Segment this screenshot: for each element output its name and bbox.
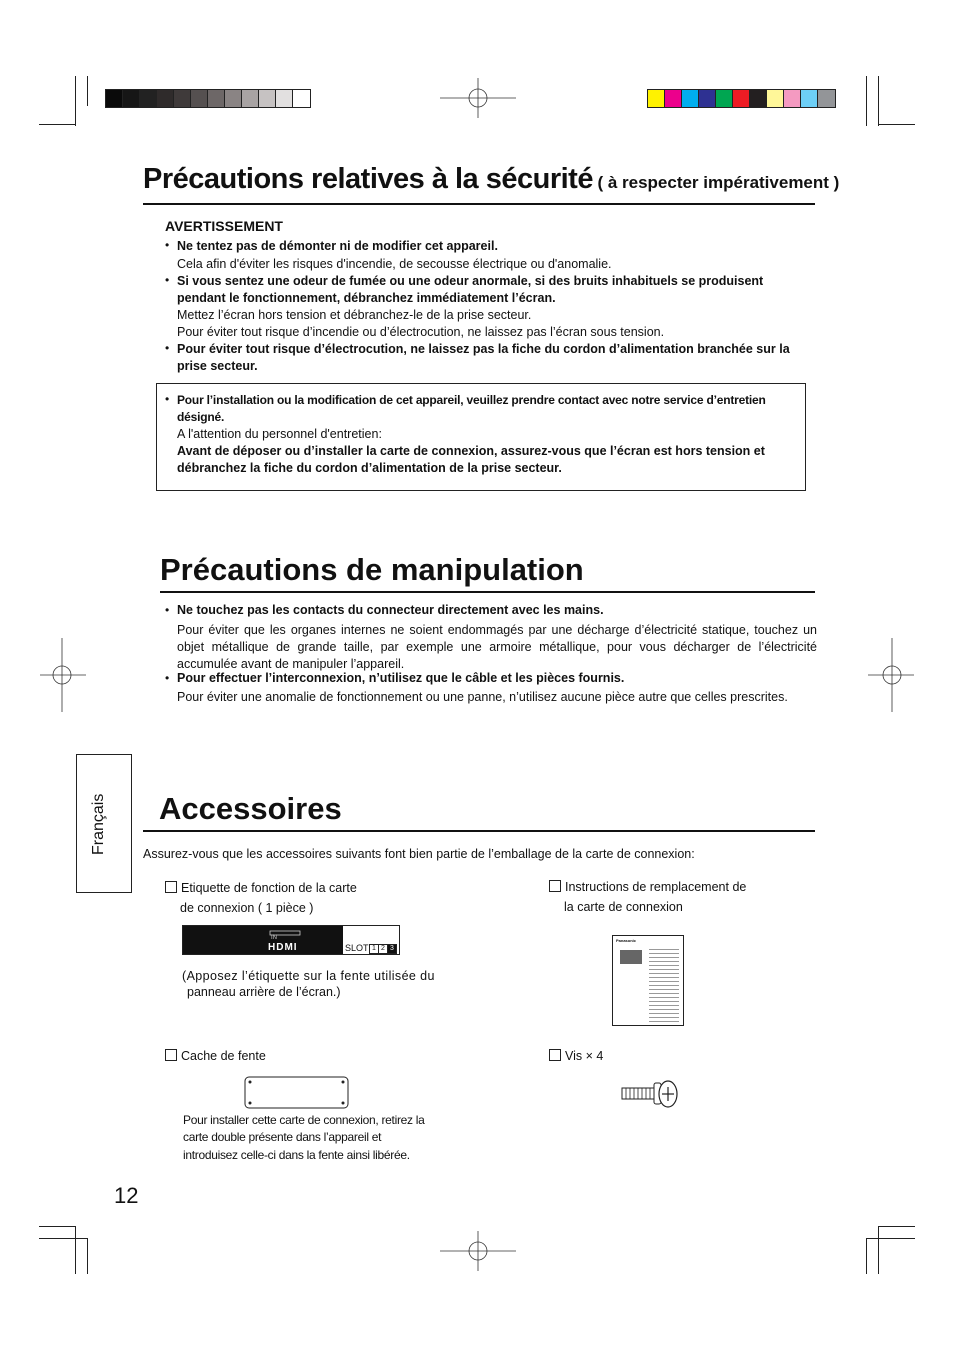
slot-number-1: 1 bbox=[369, 944, 379, 954]
handling-title: Précautions de manipulation bbox=[160, 552, 584, 587]
service-notice-bold2: Avant de déposer ou d’installer la carte de connexion, assurez-vous que l’écran est hors tension et débranchez la fiche du cordon d’alimentation de la prise secteur. bbox=[177, 444, 765, 475]
safety-item-1-bold: Ne tentez pas de démonter ni de modifier cet appareil. bbox=[177, 239, 498, 253]
bullet-6: • bbox=[165, 671, 170, 685]
gray-swatch-9 bbox=[242, 90, 259, 107]
gray-swatch-4 bbox=[157, 90, 174, 107]
crop-mark-tl bbox=[75, 76, 76, 126]
safety-item-3-bold: Pour éviter tout risque d’électrocution, ne laissez pas la fiche du cordon d’alimentation branchée sur la prise secteur. bbox=[177, 342, 790, 373]
gray-swatch-8 bbox=[225, 90, 242, 107]
gray-swatch-10 bbox=[259, 90, 276, 107]
gray-swatch-2 bbox=[123, 90, 140, 107]
accessory-1-line1: Etiquette de fonction de la carte bbox=[181, 881, 357, 895]
gray-swatch-1 bbox=[106, 90, 123, 107]
service-notice-text: A l'attention du personnel d'entretien: bbox=[177, 427, 382, 441]
bullet-1: • bbox=[165, 238, 170, 252]
warning-heading: AVERTISSEMENT bbox=[165, 218, 283, 234]
accessory-2 bbox=[549, 879, 809, 896]
label-in-text: IN bbox=[271, 935, 277, 941]
accessory-4-line1: Vis × 4 bbox=[565, 1049, 604, 1063]
accessory-1 bbox=[165, 880, 485, 897]
handling-title-rule bbox=[160, 591, 815, 593]
registration-mark-right bbox=[868, 638, 914, 712]
handling-item-2-text: Pour éviter une anomalie de fonctionnement ou une panne, n’utilisez aucune pièce autre que celles prescrites. bbox=[177, 690, 788, 704]
color-swatch-9 bbox=[784, 90, 801, 107]
gray-swatch-6 bbox=[191, 90, 208, 107]
safety-item-2-bold: Si vous sentez une odeur de fumée ou une odeur anormale, si des bruits inhabituels se produisent pendant le fonctionnement, débranchez immédiatement l’écran. bbox=[177, 274, 764, 305]
accessory-1-line2: de connexion ( 1 pièce ) bbox=[180, 901, 314, 915]
crop-mark-bl-2 bbox=[87, 1238, 88, 1274]
crop-mark-br-2 bbox=[878, 1226, 879, 1274]
checkbox-icon bbox=[549, 880, 561, 892]
handling-item-1-bold: Ne touchez pas les contacts du connecteur directement avec les mains. bbox=[177, 603, 604, 617]
language-tab-label: Français bbox=[90, 793, 107, 855]
color-swatch-3 bbox=[682, 90, 699, 107]
crop-mark-tl-h bbox=[39, 124, 76, 125]
safety-title-row bbox=[143, 163, 839, 196]
gray-swatch-11 bbox=[276, 90, 293, 107]
crop-mark-br-h2 bbox=[866, 1238, 915, 1239]
color-swatch-1 bbox=[648, 90, 665, 107]
safety-item-2-text-2: Pour éviter tout risque d’incendie ou d’électrocution, ne laissez pas l’écran sous tension. bbox=[177, 325, 665, 339]
label-slot-text: SLOT bbox=[345, 943, 369, 953]
gray-calibration-bar bbox=[105, 89, 311, 108]
bullet-4: • bbox=[165, 392, 170, 406]
accessory-2-line2: la carte de connexion bbox=[564, 900, 683, 914]
accessory-2-line1: Instructions de remplacement de bbox=[565, 880, 747, 894]
accessory-3-note-1: Pour installer cette carte de connexion, retirez la bbox=[183, 1113, 425, 1127]
checkbox-icon bbox=[549, 1049, 561, 1061]
accessory-3-note-3: introduisez celle-ci dans la fente ainsi libérée. bbox=[183, 1148, 410, 1162]
color-swatch-2 bbox=[665, 90, 682, 107]
crop-mark-tl-2 bbox=[87, 76, 88, 106]
bullet-3: • bbox=[165, 341, 170, 355]
gray-swatch-7 bbox=[208, 90, 225, 107]
crop-mark-bl bbox=[75, 1226, 76, 1274]
safety-title: Précautions relatives à la sécurité bbox=[143, 163, 593, 195]
accessories-intro: Assurez-vous que les accessoires suivants font bien partie de l’emballage de la carte de connexion: bbox=[143, 847, 695, 861]
label-hdmi-text: HDMI bbox=[268, 942, 298, 953]
accessories-title-rule bbox=[143, 830, 815, 832]
color-calibration-bar bbox=[647, 89, 836, 108]
page-number: 12 bbox=[114, 1183, 139, 1208]
crop-mark-bl-h2 bbox=[39, 1238, 88, 1239]
slot-number-3: 3 bbox=[387, 944, 397, 954]
safety-item-1-text: Cela afin d'éviter les risques d'incendie, de secousse électrique ou d'anomalie. bbox=[177, 257, 612, 271]
bullet-2: • bbox=[165, 273, 170, 287]
color-swatch-8 bbox=[767, 90, 784, 107]
service-notice-bold: Pour l’installation ou la modification de cet appareil, veuillez prendre contact avec notre service d’entretien désigné. bbox=[177, 393, 766, 424]
instruction-booklet-illustration bbox=[612, 935, 684, 1026]
bullet-5: • bbox=[165, 603, 170, 617]
gray-swatch-3 bbox=[140, 90, 157, 107]
screw-icon bbox=[620, 1078, 680, 1110]
hdmi-connector-icon bbox=[269, 930, 309, 936]
booklet-brand: Panasonic bbox=[616, 938, 637, 943]
color-swatch-5 bbox=[716, 90, 733, 107]
accessory-1-note-2: panneau arrière de l’écran.) bbox=[187, 985, 341, 999]
handling-item-1-text: Pour éviter que les organes internes ne soient endommagés par une décharge d’électricité statique, touchez un objet métallique de grande taille, par exemple une armoire métallique, pour vous décharger de l’électricité accumulée avant de manipuler l’appareil. bbox=[177, 623, 817, 671]
accessory-3-note-2: carte double présente dans l’appareil et bbox=[183, 1130, 382, 1144]
crop-mark-br-h bbox=[878, 1226, 915, 1227]
registration-mark-bottom bbox=[440, 1231, 516, 1271]
registration-mark-top bbox=[440, 78, 516, 118]
accessory-4 bbox=[549, 1048, 603, 1065]
gray-swatch-12 bbox=[293, 90, 310, 107]
crop-mark-tr-2 bbox=[878, 76, 879, 126]
accessory-3-line1: Cache de fente bbox=[181, 1049, 266, 1063]
crop-mark-tr-h bbox=[878, 124, 915, 125]
color-swatch-6 bbox=[733, 90, 750, 107]
slot-number-2: 2 bbox=[378, 944, 388, 954]
crop-mark-br bbox=[866, 1238, 867, 1274]
checkbox-icon bbox=[165, 881, 177, 893]
crop-mark-tr bbox=[866, 76, 867, 126]
handling-item-2-bold: Pour effectuer l’interconnexion, n’utilisez que le câble et les pièces fournis. bbox=[177, 671, 625, 685]
function-label-illustration bbox=[182, 925, 400, 955]
safety-item-2-text-1: Mettez l’écran hors tension et débranchez-le de la prise secteur. bbox=[177, 308, 532, 322]
gray-swatch-5 bbox=[174, 90, 191, 107]
checkbox-icon bbox=[165, 1049, 177, 1061]
registration-mark-left bbox=[40, 638, 86, 712]
color-swatch-11 bbox=[818, 90, 835, 107]
language-tab bbox=[76, 754, 132, 893]
safety-subtitle: ( à respecter impérativement ) bbox=[597, 173, 840, 192]
accessory-3 bbox=[165, 1048, 266, 1065]
color-swatch-4 bbox=[699, 90, 716, 107]
safety-title-rule bbox=[143, 203, 815, 205]
accessories-title: Accessoires bbox=[159, 791, 342, 826]
color-swatch-10 bbox=[801, 90, 818, 107]
accessory-1-note-1: (Apposez l’étiquette sur la fente utilisée du bbox=[182, 969, 435, 983]
crop-mark-bl-h bbox=[39, 1226, 76, 1227]
slot-cover-illustration bbox=[244, 1076, 350, 1110]
color-swatch-7 bbox=[750, 90, 767, 107]
